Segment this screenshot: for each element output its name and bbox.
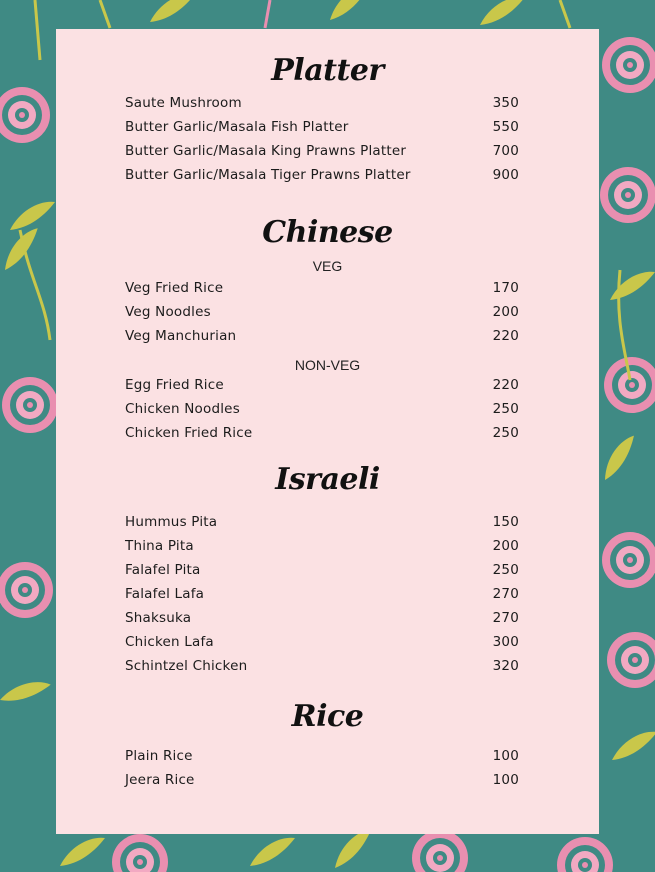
item-price: 250 <box>492 562 519 578</box>
item-price: 270 <box>492 586 519 602</box>
item-name: Chicken Noodles <box>125 401 240 417</box>
section-title-israeli: Israeli <box>275 462 380 497</box>
item-name: Thina Pita <box>125 538 194 554</box>
item-name: Egg Fried Rice <box>125 377 224 393</box>
menu-item <box>125 95 519 115</box>
menu-item <box>125 328 519 348</box>
item-price: 320 <box>492 658 519 674</box>
subsection-label-nonveg: NON-VEG <box>294 357 361 373</box>
menu-item <box>125 634 519 654</box>
item-name: Butter Garlic/Masala Fish Platter <box>125 119 349 135</box>
menu-item <box>125 401 519 421</box>
menu-item <box>125 514 519 534</box>
item-price: 220 <box>492 377 519 393</box>
menu-item <box>125 748 519 768</box>
section-title-chinese: Chinese <box>262 215 393 250</box>
item-price: 550 <box>492 119 519 135</box>
item-name: Butter Garlic/Masala Tiger Prawns Platter <box>125 167 411 183</box>
subsection-label-veg: VEG <box>312 258 343 274</box>
item-name: Schintzel Chicken <box>125 658 248 674</box>
item-name: Falafel Lafa <box>125 586 205 602</box>
item-name: Veg Noodles <box>125 304 211 320</box>
menu-panel <box>56 29 599 834</box>
menu-item <box>125 377 519 397</box>
menu-item <box>125 772 519 792</box>
item-name: Hummus Pita <box>125 514 218 530</box>
item-name: Saute Mushroom <box>125 95 242 111</box>
item-price: 250 <box>492 401 519 417</box>
item-name: Chicken Lafa <box>125 634 214 650</box>
menu-item <box>125 304 519 324</box>
item-name: Veg Fried Rice <box>125 280 224 296</box>
menu-item <box>125 562 519 582</box>
item-name: Plain Rice <box>125 748 193 764</box>
menu-item <box>125 538 519 558</box>
item-price: 250 <box>492 425 519 441</box>
menu-item <box>125 586 519 606</box>
item-name: Falafel Pita <box>125 562 201 578</box>
item-price: 150 <box>492 514 519 530</box>
menu-item <box>125 658 519 678</box>
item-price: 300 <box>492 634 519 650</box>
menu-item <box>125 425 519 445</box>
item-price: 350 <box>492 95 519 111</box>
item-price: 170 <box>492 280 519 296</box>
item-name: Jeera Rice <box>125 772 195 788</box>
section-title-rice: Rice <box>291 699 364 734</box>
item-price: 100 <box>492 772 519 788</box>
item-name: Butter Garlic/Masala King Prawns Platter <box>125 143 407 159</box>
item-price: 220 <box>492 328 519 344</box>
menu-item <box>125 280 519 300</box>
menu-item <box>125 119 519 139</box>
item-price: 700 <box>492 143 519 159</box>
item-price: 200 <box>492 304 519 320</box>
item-name: Shaksuka <box>125 610 192 626</box>
item-price: 270 <box>492 610 519 626</box>
item-price: 900 <box>492 167 519 183</box>
section-title-platter: Platter <box>271 53 384 88</box>
menu-item <box>125 143 519 163</box>
menu-item <box>125 610 519 630</box>
item-name: Chicken Fried Rice <box>125 425 253 441</box>
item-price: 100 <box>492 748 519 764</box>
item-name: Veg Manchurian <box>125 328 237 344</box>
item-price: 200 <box>492 538 519 554</box>
menu-item <box>125 167 519 187</box>
